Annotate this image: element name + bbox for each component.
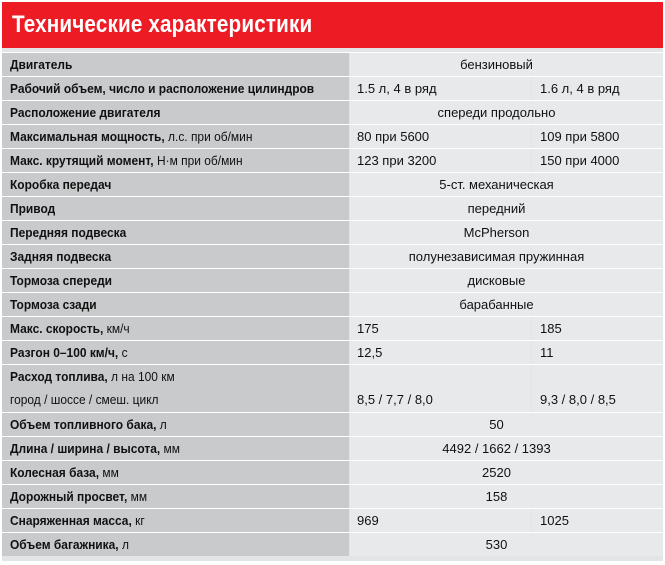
- row-value-1: 123 при 3200: [350, 149, 531, 172]
- table-row: [2, 484, 663, 508]
- row-label: [2, 53, 349, 76]
- row-label-unit: мм: [99, 465, 119, 480]
- row-label-bold: Снаряженная масса,: [10, 513, 132, 528]
- row-label-bold: Передняя подвеска: [10, 225, 127, 240]
- row-label-unit: с: [118, 345, 128, 360]
- row-value-1: 12,5: [350, 341, 531, 364]
- table-row: [2, 76, 663, 100]
- row-value-2: 150 при 4000: [532, 149, 663, 172]
- row-value: 2520: [350, 461, 663, 484]
- row-label: [2, 221, 349, 244]
- row-label-unit: км/ч: [103, 321, 130, 336]
- row-label-bold: Расположение двигателя: [10, 105, 161, 120]
- row-value-1: 969: [350, 509, 531, 532]
- row-label: [2, 173, 349, 196]
- row-label-bold: Расход топлива,: [10, 369, 108, 384]
- row-label-bold: Тормоза спереди: [10, 273, 113, 288]
- row-label: [2, 509, 349, 532]
- row-value-1: 175: [350, 317, 531, 340]
- row-value: 530: [350, 533, 663, 556]
- row-label: [2, 293, 349, 316]
- row-value-2: 11: [532, 341, 663, 364]
- table-row: [2, 316, 663, 340]
- row-value-2: 1.6 л, 4 в ряд: [532, 77, 663, 100]
- row-label: [2, 317, 349, 340]
- row-label-unit: л.с. при об/мин: [164, 129, 253, 144]
- row-label: [2, 365, 349, 412]
- row-label-bold: Объем топливного бака,: [10, 417, 157, 432]
- row-value: McPherson: [350, 221, 663, 244]
- row-value-2: 109 при 5800: [532, 125, 663, 148]
- row-label-bold: Длина / ширина / высота,: [10, 441, 161, 456]
- row-label: [2, 101, 349, 124]
- row-label: [2, 485, 349, 508]
- row-label-unit: Н·м при об/мин: [153, 153, 243, 168]
- table-row: [2, 124, 663, 148]
- row-label-bold: Объем багажника,: [10, 537, 119, 552]
- table-row: [2, 52, 663, 76]
- row-label: [2, 341, 349, 364]
- table-row: [2, 460, 663, 484]
- table-row: [2, 196, 663, 220]
- row-value-2: 9,3 / 8,0 / 8,5: [540, 392, 616, 407]
- row-label: [2, 437, 349, 460]
- row-value: барабанные: [350, 293, 663, 316]
- row-value-1: 8,5 / 7,7 / 8,0: [357, 392, 433, 407]
- table-row: [2, 292, 663, 316]
- row-label-unit: л: [156, 417, 167, 432]
- row-label: [2, 77, 349, 100]
- page-title: Технические характеристики: [12, 11, 313, 38]
- row-label: [2, 149, 349, 172]
- table-row: [2, 244, 663, 268]
- table-row: [2, 364, 663, 412]
- row-value-2: 185: [532, 317, 663, 340]
- row-value: спереди продольно: [350, 101, 663, 124]
- spec-panel: [2, 2, 663, 561]
- row-value-2: 1025: [532, 509, 663, 532]
- row-label-unit: кг: [131, 513, 145, 528]
- row-label-line2: город / шоссе / смеш. цикл: [10, 392, 159, 407]
- row-label-unit: л: [118, 537, 129, 552]
- row-value-1-cell: [350, 365, 531, 412]
- row-label-bold: Макс. крутящий момент,: [10, 153, 154, 168]
- row-label: [2, 125, 349, 148]
- row-label-bold: Коробка передач: [10, 177, 112, 192]
- row-label-unit: л на 100 км: [107, 369, 175, 384]
- table-row: [2, 100, 663, 124]
- row-label-bold: Двигатель: [10, 57, 73, 72]
- table-row: [2, 412, 663, 436]
- row-label-bold: Дорожный просвет,: [10, 489, 128, 504]
- row-value-2-cell: [532, 365, 663, 412]
- row-value-1: 1.5 л, 4 в ряд: [350, 77, 531, 100]
- table-row: [2, 532, 663, 556]
- table-row: [2, 148, 663, 172]
- row-label: [2, 269, 349, 292]
- row-value: дисковые: [350, 269, 663, 292]
- row-value: 4492 / 1662 / 1393: [350, 437, 663, 460]
- row-label-bold: Тормоза сзади: [10, 297, 97, 312]
- table-row: [2, 340, 663, 364]
- table-row: [2, 508, 663, 532]
- row-label-unit: мм: [160, 441, 180, 456]
- row-label: [2, 533, 349, 556]
- table-row: [2, 268, 663, 292]
- row-value-1: 80 при 5600: [350, 125, 531, 148]
- row-value: 158: [350, 485, 663, 508]
- row-value: 5-ст. механическая: [350, 173, 663, 196]
- row-label: [2, 413, 349, 436]
- table-row: [2, 172, 663, 196]
- row-label-bold: Колесная база,: [10, 465, 100, 480]
- row-label-bold: Рабочий объем, число и расположение цилиндров: [10, 81, 315, 96]
- row-label-bold: Привод: [10, 201, 56, 216]
- header-bar: [2, 2, 663, 48]
- row-label-unit: мм: [127, 489, 148, 504]
- table-row: [2, 436, 663, 460]
- row-label-bold: Максимальная мощность,: [10, 129, 165, 144]
- row-value: бензиновый: [350, 53, 663, 76]
- row-label: [2, 245, 349, 268]
- row-value: передний: [350, 197, 663, 220]
- row-label: [2, 197, 349, 220]
- row-label-bold: Разгон 0–100 км/ч,: [10, 345, 119, 360]
- row-value: 50: [350, 413, 663, 436]
- row-label-bold: Макс. скорость,: [10, 321, 104, 336]
- table-row: [2, 220, 663, 244]
- row-value: полунезависимая пружинная: [350, 245, 663, 268]
- row-label: [2, 461, 349, 484]
- spec-table: [2, 52, 663, 556]
- row-label-bold: Задняя подвеска: [10, 249, 112, 264]
